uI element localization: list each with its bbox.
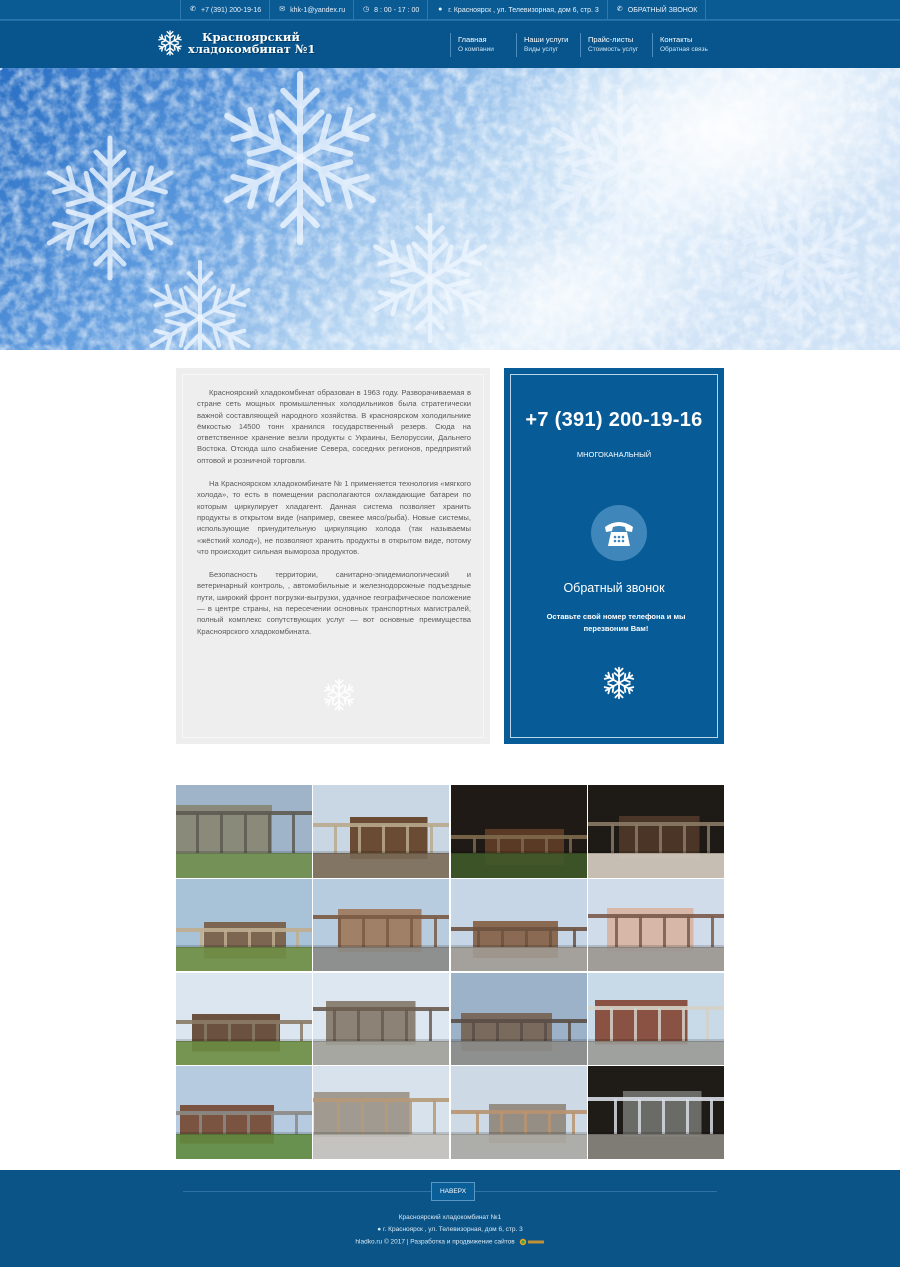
photo-image <box>176 785 312 878</box>
gallery-photo[interactable] <box>451 973 587 1066</box>
callback-text: Оставьте свой номер телефона и мы перезвоним Вам! <box>546 612 686 633</box>
photo-image <box>588 973 724 1066</box>
map-marker-icon: ● <box>377 1226 382 1233</box>
snowflake-decor-icon <box>321 677 357 713</box>
callback-panel <box>504 368 724 744</box>
about-paragraph-3: Безопасность территории, санитарно-эпидемиологический и ветеринарный контроль, , автомобильные и железнодорожные подъездные пути, широкий фронт погрузки-выгрузки, удачное географическое положение — в центре страны, на пересечении основных транспортных магистралей, полный комплекс сопутствующих услуг — вот основные преимущества Красноярского хладокомбината. <box>197 570 471 636</box>
photo-image <box>176 879 312 972</box>
top-address-text: г. Красноярск , ул. Телевизорная, дом 6, стр. 3 <box>448 6 599 14</box>
photo-image <box>588 785 724 878</box>
main-header <box>0 20 900 68</box>
photo-image <box>451 785 587 878</box>
footer-address <box>0 1226 900 1233</box>
callback-phone-subtitle: МНОГОКАНАЛЬНЫЙ <box>576 450 652 459</box>
gallery-photo[interactable] <box>588 1066 724 1159</box>
gallery-photo[interactable] <box>313 1066 449 1159</box>
map-marker-icon: ● <box>438 6 443 13</box>
snowflake-logo-icon <box>156 29 184 57</box>
gallery-photo[interactable] <box>313 973 449 1066</box>
top-hours <box>353 0 427 20</box>
footer-copyright <box>0 1238 900 1246</box>
top-hours-text: 8 : 00 - 17 : 00 <box>374 6 420 14</box>
gallery-photo[interactable] <box>313 785 449 878</box>
nav-item-prices[interactable] <box>580 33 652 57</box>
callback-button[interactable] <box>591 505 647 561</box>
nav-item-services[interactable] <box>516 33 580 57</box>
top-info-bar <box>0 0 900 20</box>
nav-item-title: Прайс-листы <box>588 35 634 44</box>
photo-image <box>176 973 312 1066</box>
phone-icon: ✆ <box>190 6 196 13</box>
photo-image <box>588 879 724 972</box>
gallery-photo[interactable] <box>588 973 724 1066</box>
top-address <box>427 0 607 20</box>
about-panel <box>176 368 490 744</box>
top-phone-text: +7 (391) 200-19-16 <box>201 6 262 14</box>
developer-logo-icon[interactable] <box>519 1238 545 1246</box>
top-callback-text: ОБРАТНЫЙ ЗВОНОК <box>627 6 698 14</box>
site-logo[interactable] <box>156 29 315 57</box>
phone-icon: ✆ <box>616 6 623 13</box>
photo-image <box>588 1066 724 1159</box>
top-phone[interactable] <box>180 0 269 20</box>
photo-image <box>451 879 587 972</box>
telephone-icon <box>591 505 647 561</box>
about-paragraph-1: Красноярский хладокомбинат образован в 1963 году. Разворачиваемая в стране сеть мощных промышленных холодильников была стратегически важной составляющей народного хозяйства. В красноярском холодильнике ёмкостью 14500 тонн хранился государственный резерв. Сюда на ответственное хранение везли продукты с Украины, Белоруссии, Дальнего Востока. Отсюда шло снабжение Севера, соседних регионов, предприятий оптовой и розничной торговли. <box>197 388 471 465</box>
footer-company: Красноярский хладокомбинат №1 <box>398 1214 502 1221</box>
nav-item-subtitle: О компании <box>458 46 494 53</box>
callback-panel-inner <box>510 374 718 738</box>
callback-phone-number[interactable]: +7 (391) 200-19-16 <box>525 409 703 431</box>
logo-line-1: Красноярский <box>202 30 300 44</box>
nav-item-contacts[interactable] <box>652 33 718 57</box>
photo-image <box>313 973 449 1066</box>
nav-item-title: Главная <box>458 35 487 44</box>
top-email-text: khk-1@yandex.ru <box>290 6 346 14</box>
site-footer <box>0 1170 900 1267</box>
gallery-photo[interactable] <box>588 879 724 972</box>
about-paragraph-2: На Красноярском хладокомбинате № 1 применяется технология «мягкого холода», то есть в помещении располагаются охлаждающие батареи по которым циркулирует хладагент. Данная система позволяет хранить продукты в открытом виде (например, свежее мясо/рыба). Новые системы, использующие принудительную циркуляцию холода (так называемы «жёсткий холод»), не позволяют хранить продукты в открытом виде, потому что происходит сильная вымороза продуктов. <box>197 479 471 556</box>
photo-gallery <box>176 785 724 1160</box>
snowflake-decor-icon <box>601 665 637 701</box>
gallery-photo[interactable] <box>588 785 724 878</box>
gallery-photo[interactable] <box>176 1066 312 1159</box>
gallery-photo[interactable] <box>176 785 312 878</box>
about-panel-inner <box>182 374 484 738</box>
top-info-items <box>180 0 706 20</box>
gallery-photo[interactable] <box>176 973 312 1066</box>
clock-icon: ◷ <box>363 6 370 13</box>
main-nav <box>450 33 718 57</box>
photo-image <box>313 785 449 878</box>
top-callback-link[interactable] <box>607 0 707 20</box>
footer-address-text: г. Красноярск , ул. Телевизорная, дом 6, стр. 3 <box>382 1226 523 1233</box>
photo-image <box>176 1066 312 1159</box>
frost-image <box>0 68 900 350</box>
gallery-photo[interactable] <box>176 879 312 972</box>
logo-text <box>188 31 315 55</box>
nav-item-subtitle: Виды услуг <box>524 46 559 53</box>
logo-line-2: хладокомбинат №1 <box>188 42 316 56</box>
gallery-photo[interactable] <box>451 1066 587 1159</box>
envelope-icon: ✉ <box>279 6 286 13</box>
gallery-photo[interactable] <box>451 785 587 878</box>
photo-image <box>451 973 587 1066</box>
photo-image <box>313 879 449 972</box>
nav-item-subtitle: Стоимость услуг <box>588 46 639 53</box>
top-email[interactable] <box>269 0 353 20</box>
photo-image <box>451 1066 587 1159</box>
nav-item-title: Наши услуги <box>524 35 569 44</box>
photo-image <box>313 1066 449 1159</box>
footer-copyright-text[interactable]: hladko.ru © 2017 | Разработка и продвижение сайтов <box>355 1238 515 1246</box>
callback-title: Обратный звонок <box>563 581 665 595</box>
nav-item-subtitle: Обратная связь <box>660 46 708 53</box>
gallery-photo[interactable] <box>313 879 449 972</box>
gallery-photo[interactable] <box>451 879 587 972</box>
nav-item-title: Контакты <box>660 35 693 44</box>
nav-item-home[interactable] <box>450 33 516 57</box>
scroll-to-top-button[interactable]: НАВЕРХ <box>431 1182 475 1201</box>
hero-frost-banner <box>0 68 900 350</box>
